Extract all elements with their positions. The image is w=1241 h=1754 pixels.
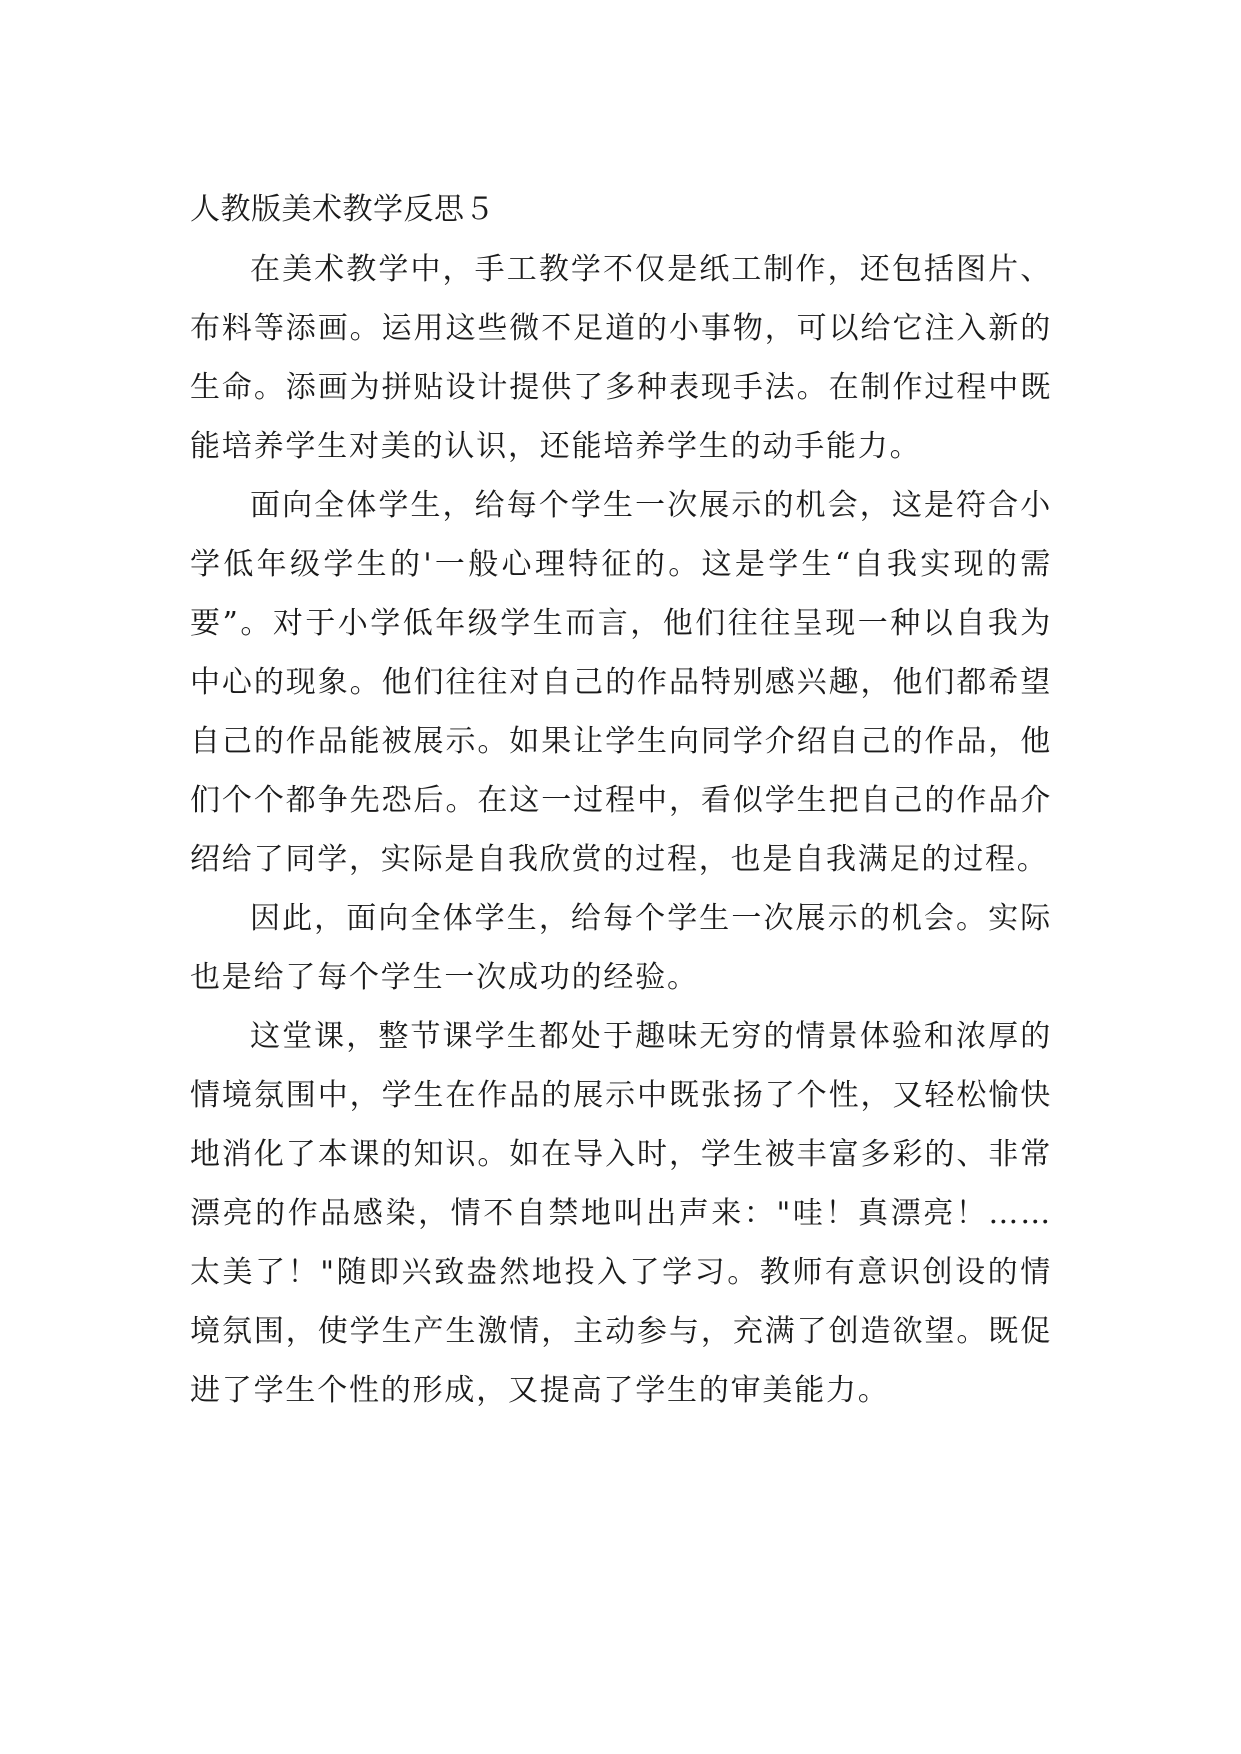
paragraph: 面向全体学生，给每个学生一次展示的机会，这是符合小学低年级学生的'一般心理特征的。这是学生“自我实现的需要”。对于小学低年级学生而言，他们往往呈现一种以自我为中心的现象。他们往往对自己的作品特别感兴趣，他们都希望自己的作品能被展示。如果让学生向同学介绍自己的作品，他们个个都争先恐后。在这一过程中，看似学生把自己的作品介绍给了同学，实际是自我欣赏的过程，也是自我满足的过程。: [190, 488, 1052, 877]
paragraph: 这堂课，整节课学生都处于趣味无穷的情景体验和浓厚的情境氛围中，学生在作品的展示中既张扬了个性，又轻松愉快地消化了本课的知识。如在导入时，学生被丰富多彩的、非常漂亮的作品感染，情不自禁地叫出声来："哇！真漂亮！……太美了！"随即兴致盎然地投入了学习。教师有意识创设的情境氛围，使学生产生激情，主动参与，充满了创造欲望。既促进了学生个性的形成，又提高了学生的审美能力。: [190, 1019, 1052, 1408]
paragraph: 因此，面向全体学生，给每个学生一次展示的机会。实际也是给了每个学生一次成功的经验。: [190, 901, 1052, 995]
paragraph: 在美术教学中，手工教学不仅是纸工制作，还包括图片、布料等添画。运用这些微不足道的小事物，可以给它注入新的生命。添画为拼贴设计提供了多种表现手法。在制作过程中既能培养学生对美的认识，还能培养学生的动手能力。: [190, 252, 1052, 464]
document-body: [190, 188, 1052, 1420]
document-title: 人教版美术教学反思５: [190, 192, 495, 227]
